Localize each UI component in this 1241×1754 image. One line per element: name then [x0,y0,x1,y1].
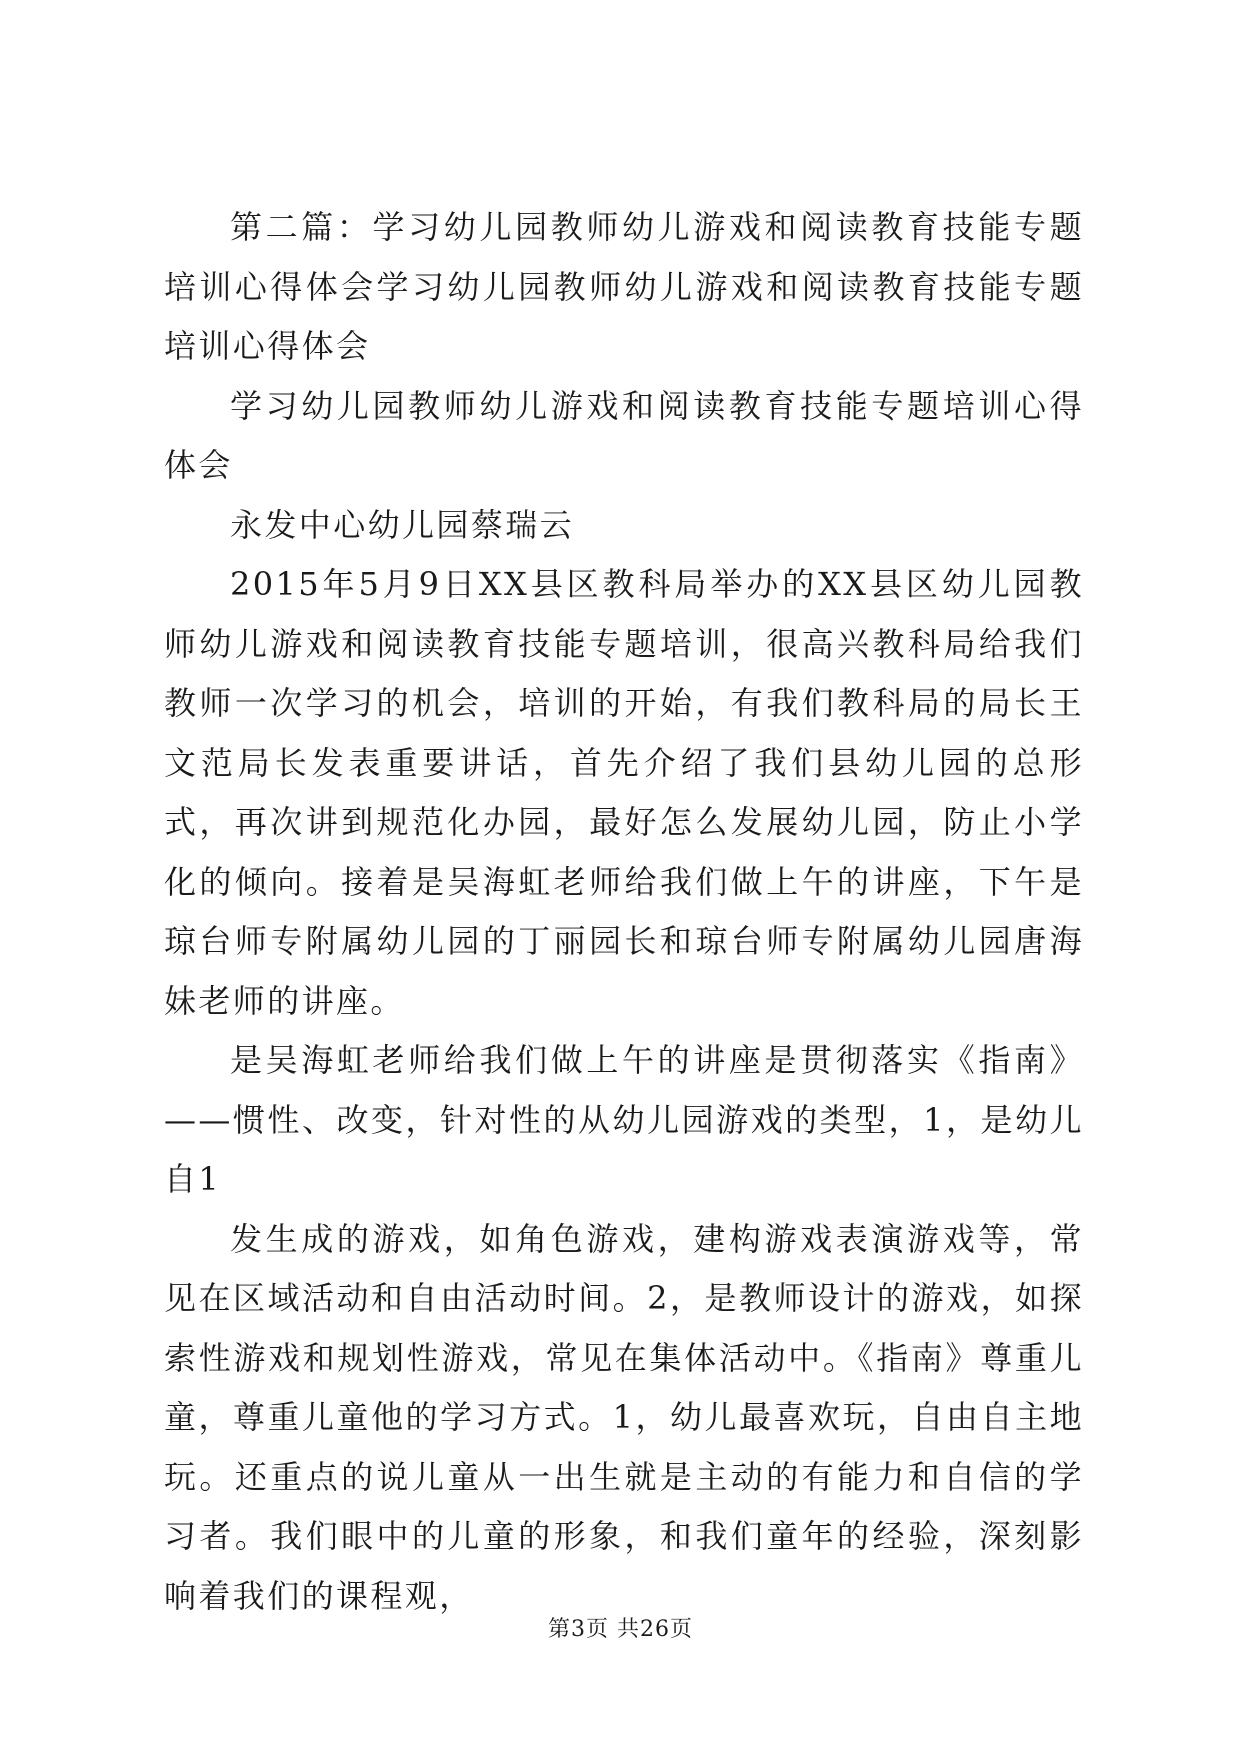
page-number-footer: 第3页 共26页 [548,1617,693,1642]
paragraph-body-3: 发生成的游戏，如角色游戏，建构游戏表演游戏等，常见在区域活动和自由活动时间。2，是教师设计的游戏，如探索性游戏和规划性游戏，常见在集体活动中。《指南》尊重儿童，尊重儿童他的学习方式。1，幼儿最喜欢玩，自由自主地玩。还重点的说儿童从一出生就是主动的有能力和自信的学习者。我们眼中的儿童的形象，和我们童年的经验，深刻影响着我们的课程观， [164,1219,1084,1615]
paragraph-body-1: 2015年5月9日XX县区教科局举办的XX县区幼儿园教师幼儿游戏和阅读教育技能专题培训，很高兴教科局给我们教师一次学习的机会，培训的开始，有我们教科局的局长王文范局长发表重要讲话，首先介绍了我们县幼儿园的总形式，再次讲到规范化办园，最好怎么发展幼儿园，防止小学化的倾向。接着是吴海虹老师给我们做上午的讲座，下午是琼台师专附属幼儿园的丁丽园长和琼台师专附属幼儿园唐海妹老师的讲座。 [164,565,1084,1020]
paragraph-body-2: 是吴海虹老师给我们做上午的讲座是贯彻落实《指南》——惯性、改变，针对性的从幼儿园游戏的类型，1，是幼儿自1 [164,1041,1084,1198]
document-body [164,198,1084,1626]
paragraph-author: 永发中心幼儿园蔡瑞云 [230,505,575,544]
paragraph-section-title: 第二篇：学习幼儿园教师幼儿游戏和阅读教育技能专题培训心得体会学习幼儿园教师幼儿游戏和阅读教育技能专题培训心得体会 [164,208,1084,365]
paragraph-article-title: 学习幼儿园教师幼儿游戏和阅读教育技能专题培训心得体会 [164,386,1084,484]
